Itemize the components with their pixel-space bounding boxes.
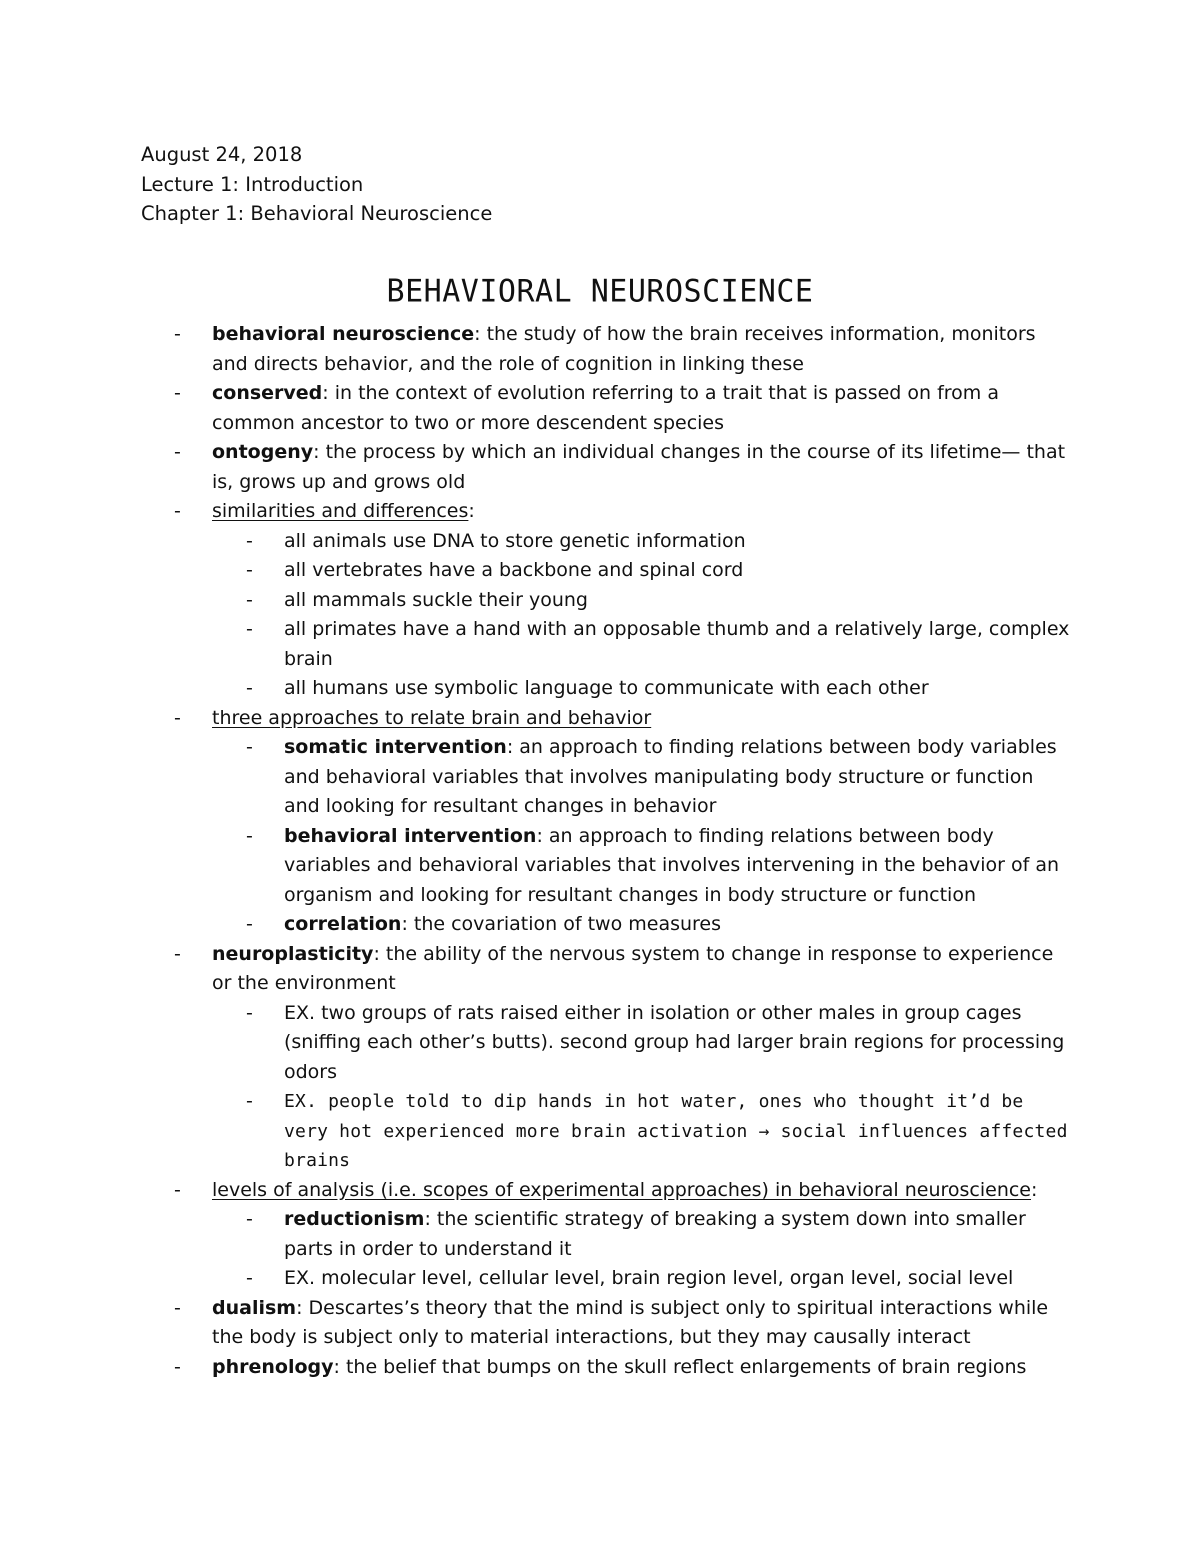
item-text: EX. molecular level, cellular level, brain region level, organ level, social level <box>284 1267 1014 1289</box>
sub-list-item <box>246 822 1074 911</box>
bullet-dash: - <box>246 1090 253 1112</box>
term: somatic intervention <box>284 736 507 758</box>
lecture-line: Lecture 1: Introduction <box>141 172 364 196</box>
item-text: all mammals suckle their young <box>284 588 588 611</box>
bullet-dash: - <box>246 913 253 935</box>
item-text: : the covariation of two measures <box>401 913 722 935</box>
section-heading: BEHAVIORAL NEUROSCIENCE <box>386 273 814 310</box>
bullet-dash: - <box>246 618 253 640</box>
sub-list-item <box>246 910 1074 940</box>
bullet-dash: - <box>174 1355 181 1378</box>
item-text: : the scientific strategy of breaking a system down into smaller parts in order to understand it <box>284 1208 1026 1260</box>
item-text: all primates have a hand with an opposable thumb and a relatively large, complex brain <box>284 618 1070 670</box>
bullet-dash: - <box>246 1208 253 1230</box>
item-text: : an approach to finding relations between body variables and behavioral variables that involves intervening in the behavior of an organism and looking for resultant changes in body structure or function <box>284 824 1060 906</box>
list-item <box>174 1176 1074 1206</box>
item-text: EX. two groups of rats raised either in isolation or other males in group cages (sniffing each other’s butts). second group had larger brain regions for processing odors <box>284 1001 1065 1083</box>
date-line: August 24, 2018 <box>141 143 303 166</box>
bullet-dash: - <box>174 500 181 522</box>
list-item <box>174 320 1074 379</box>
underlined-topic: levels of analysis (i.e. scopes of experimental approaches) in behavioral neuroscience <box>212 1178 1031 1201</box>
bullet-dash: - <box>246 588 253 611</box>
document-header <box>141 140 492 229</box>
item-text: : in the context of evolution referring to a trait that is passed on from a common ancestor to two or more descendent species <box>212 382 999 434</box>
bullet-dash: - <box>174 706 181 729</box>
item-text: : <box>468 500 475 522</box>
term: reductionism <box>284 1208 425 1230</box>
sub-list-item <box>246 1264 1074 1294</box>
bullet-dash: - <box>246 824 253 847</box>
item-text: : <box>1031 1178 1038 1201</box>
notes-list <box>174 320 1074 1382</box>
list-item <box>174 1353 1074 1383</box>
bullet-dash: - <box>246 1001 253 1024</box>
sub-list-item <box>246 999 1074 1088</box>
item-text: : an approach to finding relations between body variables and behavioral variables that involves manipulating body structure or function and looking for resultant changes in behavior <box>284 736 1057 817</box>
sub-list-item <box>246 1087 1074 1176</box>
sub-list-item <box>246 615 1074 674</box>
bullet-dash: - <box>174 441 181 463</box>
sub-list-item <box>246 556 1074 586</box>
list-item <box>174 497 1074 527</box>
bullet-dash: - <box>246 677 253 699</box>
item-text: all humans use symbolic language to communicate with each other <box>284 677 929 699</box>
term: ontogeny <box>212 441 314 463</box>
bullet-dash: - <box>246 736 253 758</box>
sub-list-item <box>246 674 1074 704</box>
item-text: EX. people told to dip hands in hot water, ones who thought it’d be very hot experienced more brain activation → social influences affected brains <box>284 1091 1068 1171</box>
item-text: : Descartes’s theory that the mind is subject only to spiritual interactions while the body is subject only to material interactions, but they may causally interact <box>212 1296 1049 1348</box>
term: phrenology <box>212 1355 334 1378</box>
list-item <box>174 379 1074 438</box>
sub-list-item <box>246 733 1074 822</box>
term: behavioral intervention <box>284 824 537 847</box>
bullet-dash: - <box>174 942 181 965</box>
item-text: all animals use DNA to store genetic information <box>284 529 746 552</box>
underlined-topic: three approaches to relate brain and behavior <box>212 706 652 729</box>
chapter-line: Chapter 1: Behavioral Neuroscience <box>141 202 493 225</box>
bullet-dash: - <box>174 382 181 404</box>
term: conserved <box>212 382 323 404</box>
bullet-dash: - <box>174 1296 181 1319</box>
list-item <box>174 940 1074 999</box>
list-item <box>174 438 1074 497</box>
sub-list-item <box>246 586 1074 616</box>
term: behavioral neuroscience <box>212 323 475 345</box>
list-item <box>174 704 1074 734</box>
item-text: : the belief that bumps on the skull reflect enlargements of brain regions <box>333 1355 1027 1378</box>
underlined-topic: similarities and differences <box>212 500 469 522</box>
list-item <box>174 1294 1074 1353</box>
item-text: : the study of how the brain receives information, monitors and directs behavior, and the role of cognition in linking these <box>212 323 1036 375</box>
bullet-dash: - <box>174 323 181 345</box>
item-text: : the ability of the nervous system to change in response to experience or the environment <box>212 942 1054 994</box>
term: neuroplasticity <box>212 942 374 965</box>
item-text: all vertebrates have a backbone and spinal cord <box>284 559 744 581</box>
bullet-dash: - <box>246 529 253 552</box>
sub-list-item <box>246 1205 1074 1264</box>
term: correlation <box>284 913 402 935</box>
sub-list-item <box>246 527 1074 557</box>
term: dualism <box>212 1296 297 1319</box>
bullet-dash: - <box>246 559 253 581</box>
item-text: : the process by which an individual changes in the course of its lifetime— that is, grows up and grows old <box>212 441 1066 493</box>
bullet-dash: - <box>174 1178 181 1201</box>
bullet-dash: - <box>246 1267 253 1289</box>
